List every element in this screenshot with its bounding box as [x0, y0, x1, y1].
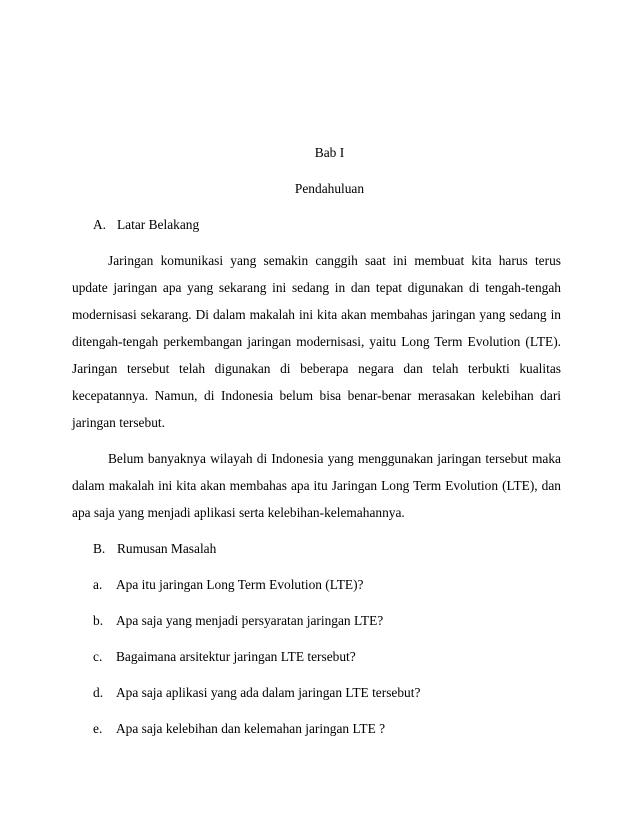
list-item-text: Bagaimana arsitektur jaringan LTE tersebut? [116, 649, 356, 664]
document-body [72, 139, 561, 751]
list-item [72, 715, 561, 742]
section-heading-rumusan-masalah [72, 535, 561, 562]
section-heading-latar-belakang [72, 211, 561, 238]
paragraph: Jaringan komunikasi yang semakin canggih saat ini membuat kita harus terus update jaringan apa yang sekarang ini sedang in dan tepat digunakan di tengah-tengah modernisasi sekarang. Di dalam makalah ini kita akan membahas jaringan yang sedang in ditengah-tengah perkembangan jaringan modernisasi, yaitu Long Term Evolution (LTE). Jaringan tersebut telah digunakan di beberapa negara dan telah terbukti kualitas kecepatannya. Namun, di Indonesia belum bisa benar-benar merasakan kelebihan dari jaringan tersebut. [72, 253, 561, 430]
chapter-number: Bab I [314, 145, 345, 160]
list-item [72, 679, 561, 706]
list-item-text: Apa itu jaringan Long Term Evolution (LTE)? [116, 577, 364, 592]
list-item-text: Apa saja yang menjadi persyaratan jaringan LTE? [116, 613, 384, 628]
list-item [72, 643, 561, 670]
list-marker: e. [93, 721, 103, 736]
list-marker: b. [93, 613, 104, 628]
section-title: Rumusan Masalah [117, 541, 217, 556]
section-marker: A. [93, 217, 107, 232]
section-marker: B. [93, 541, 106, 556]
chapter-title: Pendahuluan [294, 181, 365, 196]
list-marker: d. [93, 685, 104, 700]
list-item [72, 571, 561, 598]
list-item-text: Apa saja aplikasi yang ada dalam jaringan LTE tersebut? [116, 685, 421, 700]
section-title: Latar Belakang [117, 217, 200, 232]
question-list [72, 571, 561, 742]
paragraph: Belum banyaknya wilayah di Indonesia yang menggunakan jaringan tersebut maka dalam makalah ini kita akan membahas apa itu Jaringan Long Term Evolution (LTE), dan apa saja yang menjadi aplikasi serta kelebihan-kelemahannya. [72, 451, 561, 520]
list-item [72, 607, 561, 634]
list-marker: c. [93, 649, 103, 664]
list-marker: a. [93, 577, 103, 592]
list-item-text: Apa saja kelebihan dan kelemahan jaringan LTE ? [116, 721, 386, 736]
